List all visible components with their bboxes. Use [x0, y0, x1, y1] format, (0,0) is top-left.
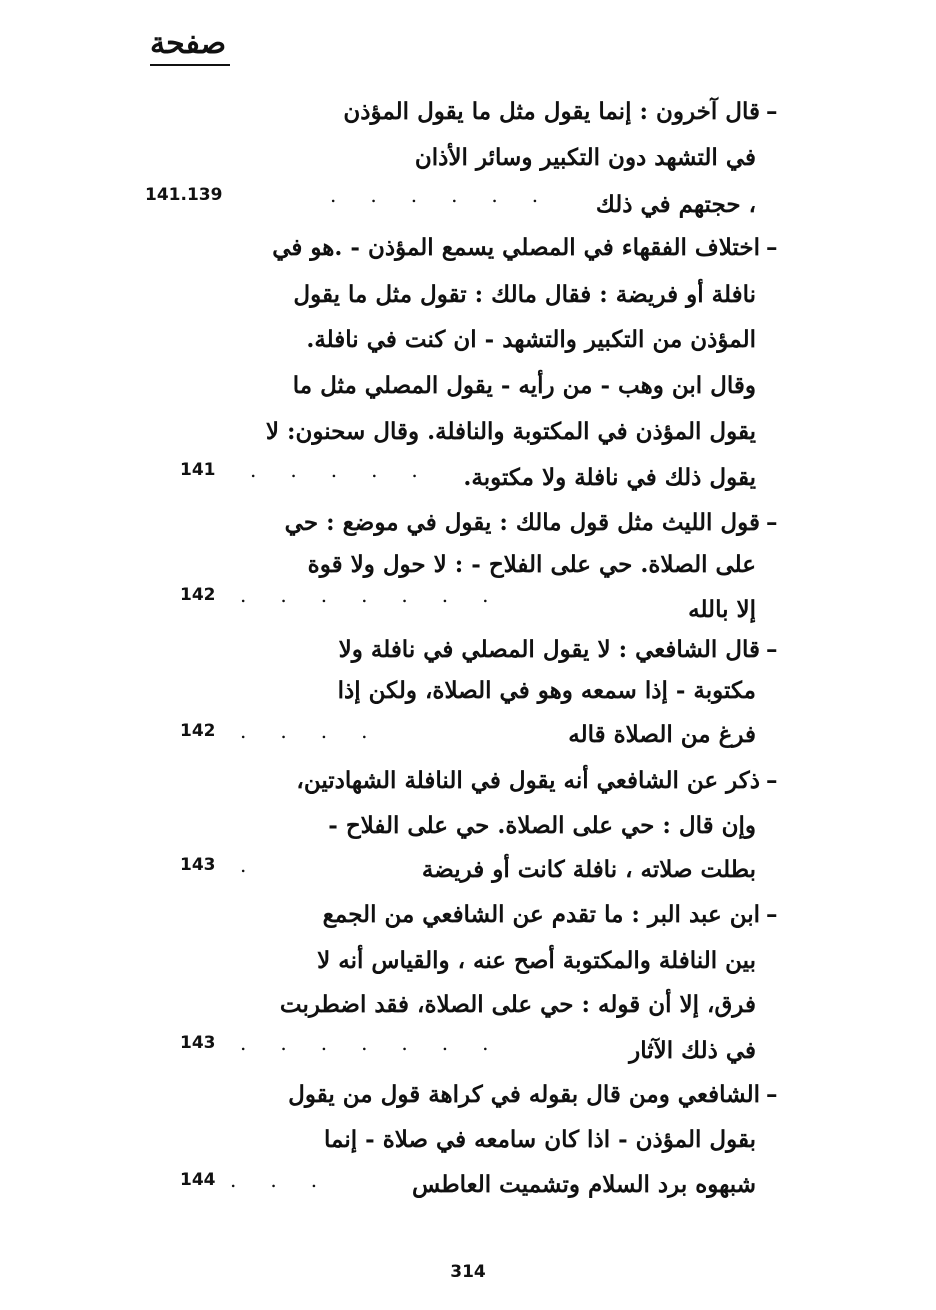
entry-page-ref: 141.139 [145, 185, 223, 205]
entry-page-ref: 143 [180, 1033, 216, 1053]
entry-dash: – [766, 98, 778, 125]
entry-line: اختلاف الفقهاء في المصلي يسمع المؤذن - .هو في [272, 234, 760, 261]
entry-page-ref: 144 [180, 1170, 216, 1190]
entry-line: على الصلاة. حي على الفلاح - : لا حول ولا قوة [307, 551, 756, 578]
entry-line: ذكر عن الشافعي أنه يقول في النافلة الشهادتين، [296, 767, 760, 794]
entry-line: وإن قال : حي على الصلاة. حي على الفلاح - [328, 812, 756, 839]
entry-dash: – [766, 1081, 778, 1108]
entry-dash: – [766, 767, 778, 794]
entry-line: في ذلك الآثار [629, 1037, 756, 1064]
entry-line: إلا بالله [688, 596, 756, 623]
entry-line: نافلة أو فريضة : فقال مالك : تقول مثل ما يقول [293, 281, 756, 308]
entry-line: الشافعي ومن قال بقوله في كراهة قول من يقول [288, 1081, 760, 1108]
leader-dots: ..... [250, 458, 452, 482]
leader-dots: ...... [330, 183, 573, 207]
leader-dots: ....... [240, 1031, 523, 1055]
entry-line: بطلت صلاته ، نافلة كانت أو فريضة [421, 856, 756, 883]
entry-line: شبهوه برد السلام وتشميت العاطس [412, 1171, 756, 1198]
entry-line: بقول المؤذن - اذا كان سامعه في صلاة - إنما [324, 1126, 756, 1153]
entry-line: قال الشافعي : لا يقول المصلي في نافلة ولا [338, 636, 760, 663]
entry-line: في التشهد دون التكبير وسائر الأذان [414, 144, 756, 171]
entry-line: بين النافلة والمكتوبة أصح عنه ، والقياس أنه لا [317, 947, 756, 974]
entry-line: فرغ من الصلاة قاله [568, 721, 756, 748]
leader-dots: .... [240, 719, 402, 743]
entry-line: المؤذن من التكبير والتشهد - ان كنت في نافلة. [306, 326, 756, 353]
entry-line: يقول ذلك في نافلة ولا مكتوبة. [463, 464, 756, 491]
leader-dots: ... [230, 1168, 352, 1192]
entry-line: فرق، إلا أن قوله : حي على الصلاة، فقد اضطربت [279, 991, 756, 1018]
entry-page-ref: 142 [180, 721, 216, 741]
entry-page-ref: 142 [180, 585, 216, 605]
entry-dash: – [766, 234, 778, 261]
entry-line: مكتوبة - إذا سمعه وهو في الصلاة، ولكن إذا [337, 677, 756, 704]
entry-line: قال آخرون : إنما يقول مثل ما يقول المؤذن [343, 98, 760, 125]
leader-dots: ....... [240, 583, 523, 607]
header-title: صفحة [150, 26, 227, 61]
leader-dots: . [240, 853, 281, 877]
entry-line: ابن عبد البر : ما تقدم عن الشافعي من الجمع [322, 901, 760, 928]
entry-line: قول الليث مثل قول مالك : يقول في موضع : حي [284, 509, 760, 536]
entry-dash: – [766, 901, 778, 928]
entry-line: ، حجتهم في ذلك [595, 191, 756, 218]
page-number: 314 [450, 1262, 486, 1282]
entry-page-ref: 141 [180, 460, 216, 480]
entry-line: وقال ابن وهب - من رأيه - يقول المصلي مثل ما [292, 372, 756, 399]
entry-dash: – [766, 509, 778, 536]
entry-line: يقول المؤذن في المكتوبة والنافلة. وقال سحنون: لا [265, 418, 756, 445]
entry-page-ref: 143 [180, 855, 216, 875]
entry-dash: – [766, 636, 778, 663]
